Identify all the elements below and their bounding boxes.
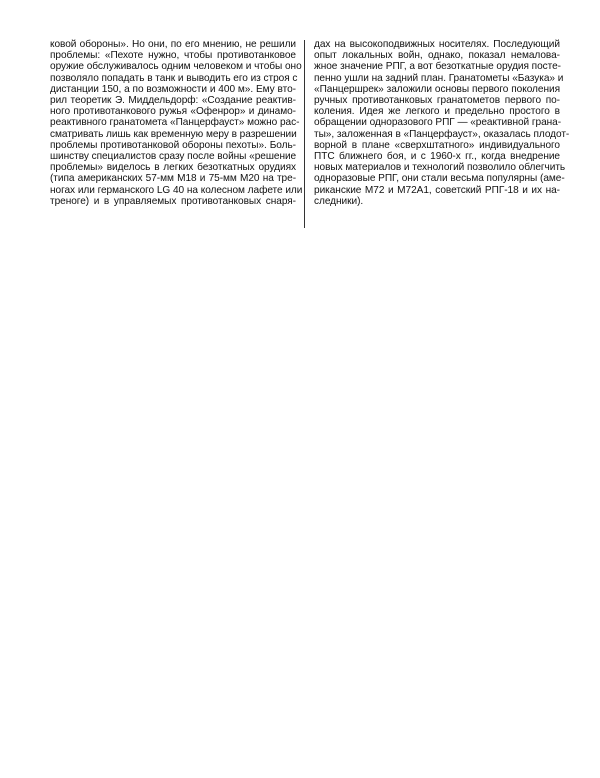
text-line: рил теоретик Э. Миддельдорф: «Создание реактив- [50,95,296,107]
text-line: позволяло попадать в танк и выводить его из строя с [50,72,298,84]
text-line: оружие обслуживалось одним человеком и чтобы оно [50,61,302,73]
column-divider [304,40,305,228]
text-line: следники). [314,195,364,207]
text-line: новых материалов и технологий позволило облегчить [314,162,566,174]
text-line: жное значение РПГ, а вот безоткатные орудия посте- [314,61,561,73]
text-line: реактивного гранатомета «Панцерфауст» можно рас- [50,117,300,129]
text-line: дах на высокоподвижных носителях. Последующий [314,39,560,50]
text-column-left [50,39,303,207]
text-line: шинству специалистов сразу после войны «решение [50,151,297,163]
text-line: риканские М72 и М72А1, советский РПГ-18 и их на- [314,184,560,196]
text-line: обращении одноразового РПГ — «реактивной грана- [314,117,562,129]
text-line: «Панцершрек» заложили основы первого поколения [314,83,560,95]
text-line: проблемы противотанковой обороны пехоты». Боль- [50,139,296,151]
text-line: треноге) и в управляемых противотанковых снаря- [50,195,296,207]
text-line: коления. Идея же легкого и предельно простого в [314,106,560,118]
text-line: дистанции 150, а по возможности и 400 м». Ему вто- [50,83,296,95]
text-line: ты», заложенная в «Панцерфауст», оказалась плодот- [314,128,570,140]
text-line: проблемы» виделось в легких безоткатных орудиях [50,162,296,174]
text-line: ногах или германского LG 40 на колесном лафете или [50,184,303,196]
text-column-right [314,39,570,207]
text-line: ковой обороны». Но они, по его мнению, не решили [50,39,296,50]
text-line: сматривать лишь как временную меру в разрешении [50,128,297,140]
text-line: одноразовые РПГ, они стали весьма популярны (аме- [314,173,565,185]
text-line: пенно ушли на задний план. Гранатометы «Базука» и [314,72,564,84]
text-line: ного противотанкового ружья «Офенрор» и динамо- [50,106,296,118]
text-line: (типа американских 57-мм М18 и 75-мм М20 на тре- [50,173,296,185]
text-line: опыт локальных войн, однако, показал немалова- [314,50,560,62]
text-line: ворной в плане «сверхштатного» индивидуального [314,139,560,151]
text-line: ручных противотанковых гранатометов первого по- [314,95,560,107]
text-line: ПТС ближнего боя, и с 1960-х гг., когда внедрение [314,151,560,163]
text-line: проблемы: «Пехоте нужно, чтобы противотанковое [50,50,296,62]
